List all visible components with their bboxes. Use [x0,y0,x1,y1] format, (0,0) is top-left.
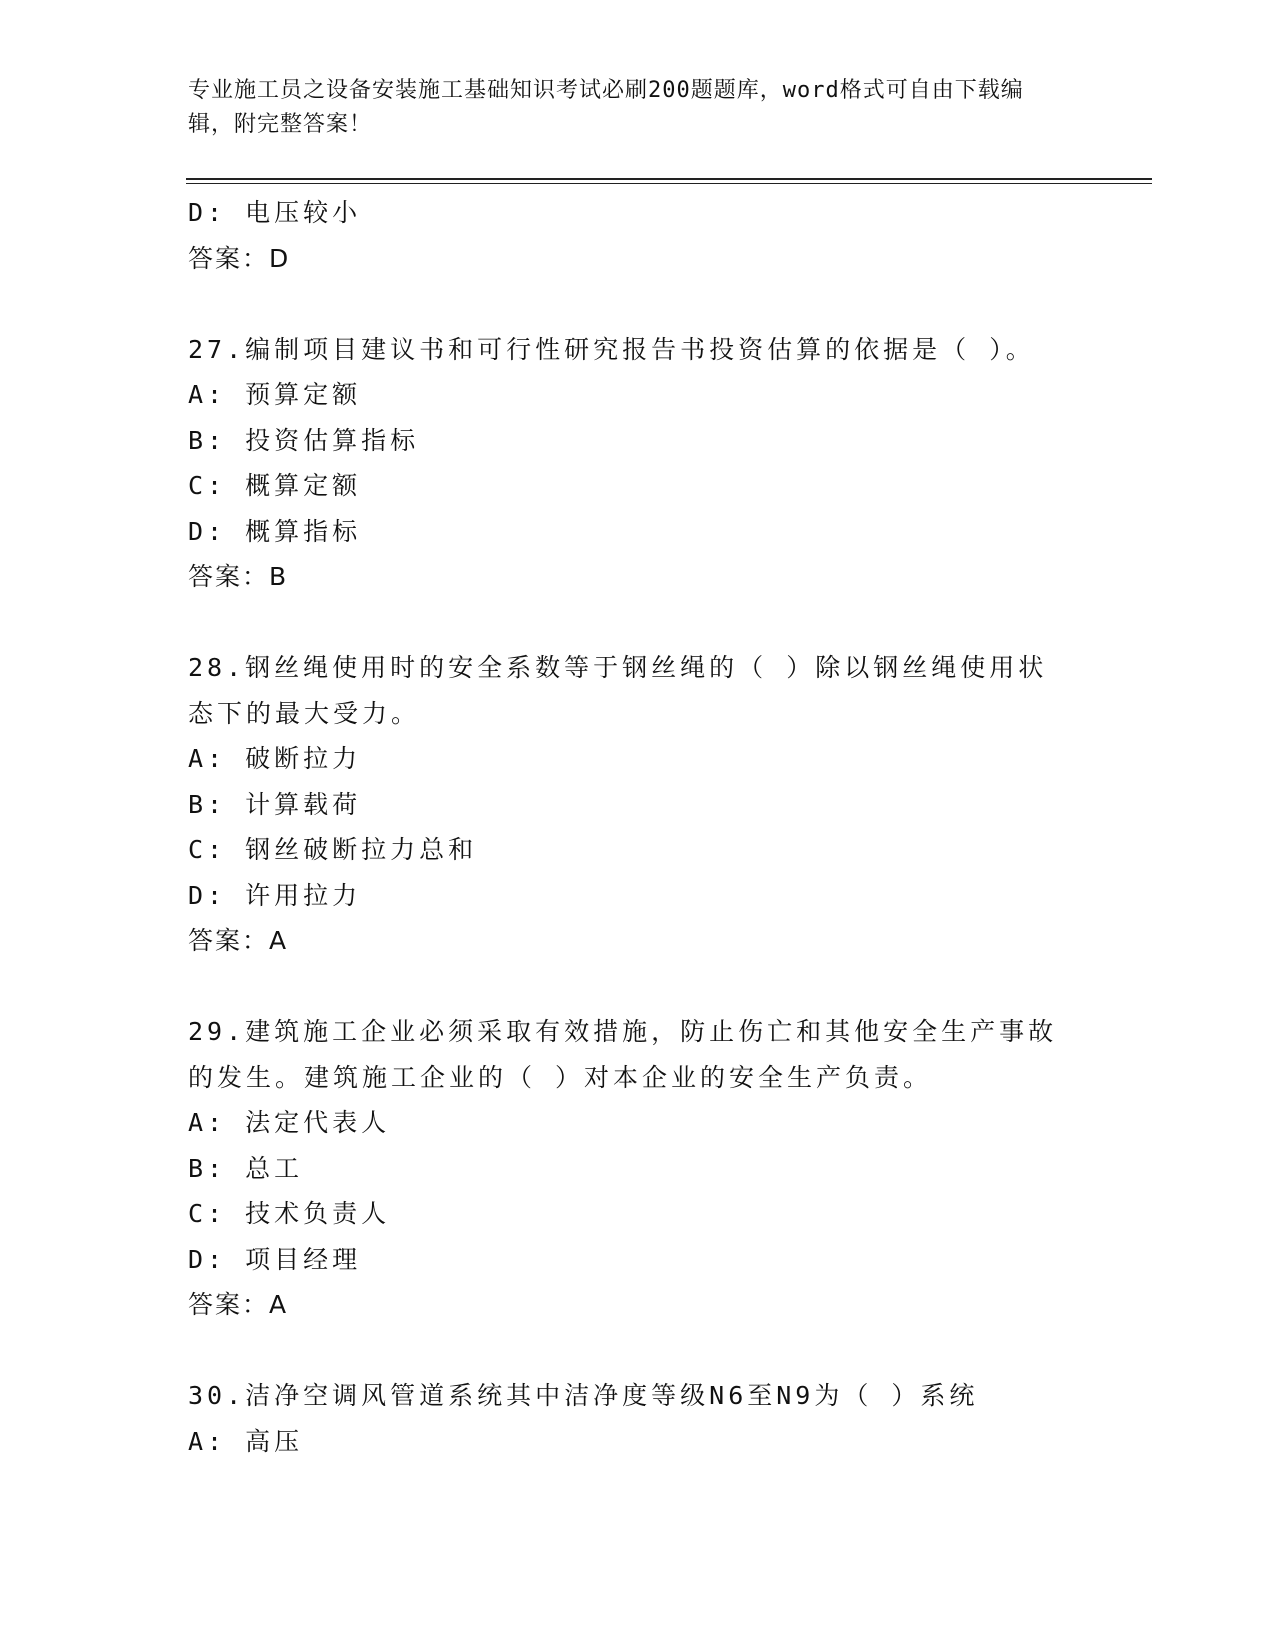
option-d: D: 许用拉力 [188,880,362,910]
question-stem: 29.建筑施工企业必须采取有效措施，防止伤亡和其他安全生产事故的发生。建筑施工企业的（ ）对本企业的安全生产负责。 [188,1017,1058,1092]
option-a: A: 法定代表人 [188,1108,391,1137]
option-c: C: 概算定额 [188,471,362,500]
option-a: A: 预算定额 [188,380,362,409]
question-30 [188,1373,1088,1464]
spacer [188,964,1088,1010]
question-29 [188,1009,1088,1328]
option-c: C: 技术负责人 [188,1199,391,1228]
option-a: A: 高压 [188,1426,304,1456]
option-d: D: 概算指标 [188,516,362,546]
option-c: C: 钢丝破断拉力总和 [188,835,478,864]
spacer [188,281,1088,327]
spacer [188,600,1088,646]
answer-line: 答案：B [188,562,289,591]
answer-line: 答案：A [188,1290,289,1319]
question-stem: 27.编制项目建议书和可行性研究报告书投资估算的依据是（ ）。 [188,334,1035,364]
question-26-tail [188,190,1088,281]
option-d: D: 项目经理 [188,1244,362,1274]
option-a: A: 破断拉力 [188,744,362,773]
header-divider-thick [186,178,1152,180]
option-b: B: 计算载荷 [188,789,362,819]
spacer [188,1328,1088,1374]
option-b: B: 投资估算指标 [188,425,420,455]
document-header: 专业施工员之设备安装施工基础知识考试必刷200题题库，word格式可自由下载编辑，附完整答案！ [188,78,1024,137]
question-stem: 30.洁净空调风管道系统其中洁净度等级N6至N9为（ ）系统 [188,1381,979,1410]
answer-line: 答案：A [188,926,289,955]
option-d: D: 电压较小 [188,198,362,227]
question-28 [188,645,1088,964]
option-b: B: 总工 [188,1153,304,1183]
header-divider-thin [186,183,1152,184]
question-list [188,190,1088,1464]
question-stem: 28.钢丝绳使用时的安全系数等于钢丝绳的（ ）除以钢丝绳使用状态下的最大受力。 [188,653,1048,728]
question-27 [188,327,1088,600]
answer-line: 答案：D [188,243,291,273]
